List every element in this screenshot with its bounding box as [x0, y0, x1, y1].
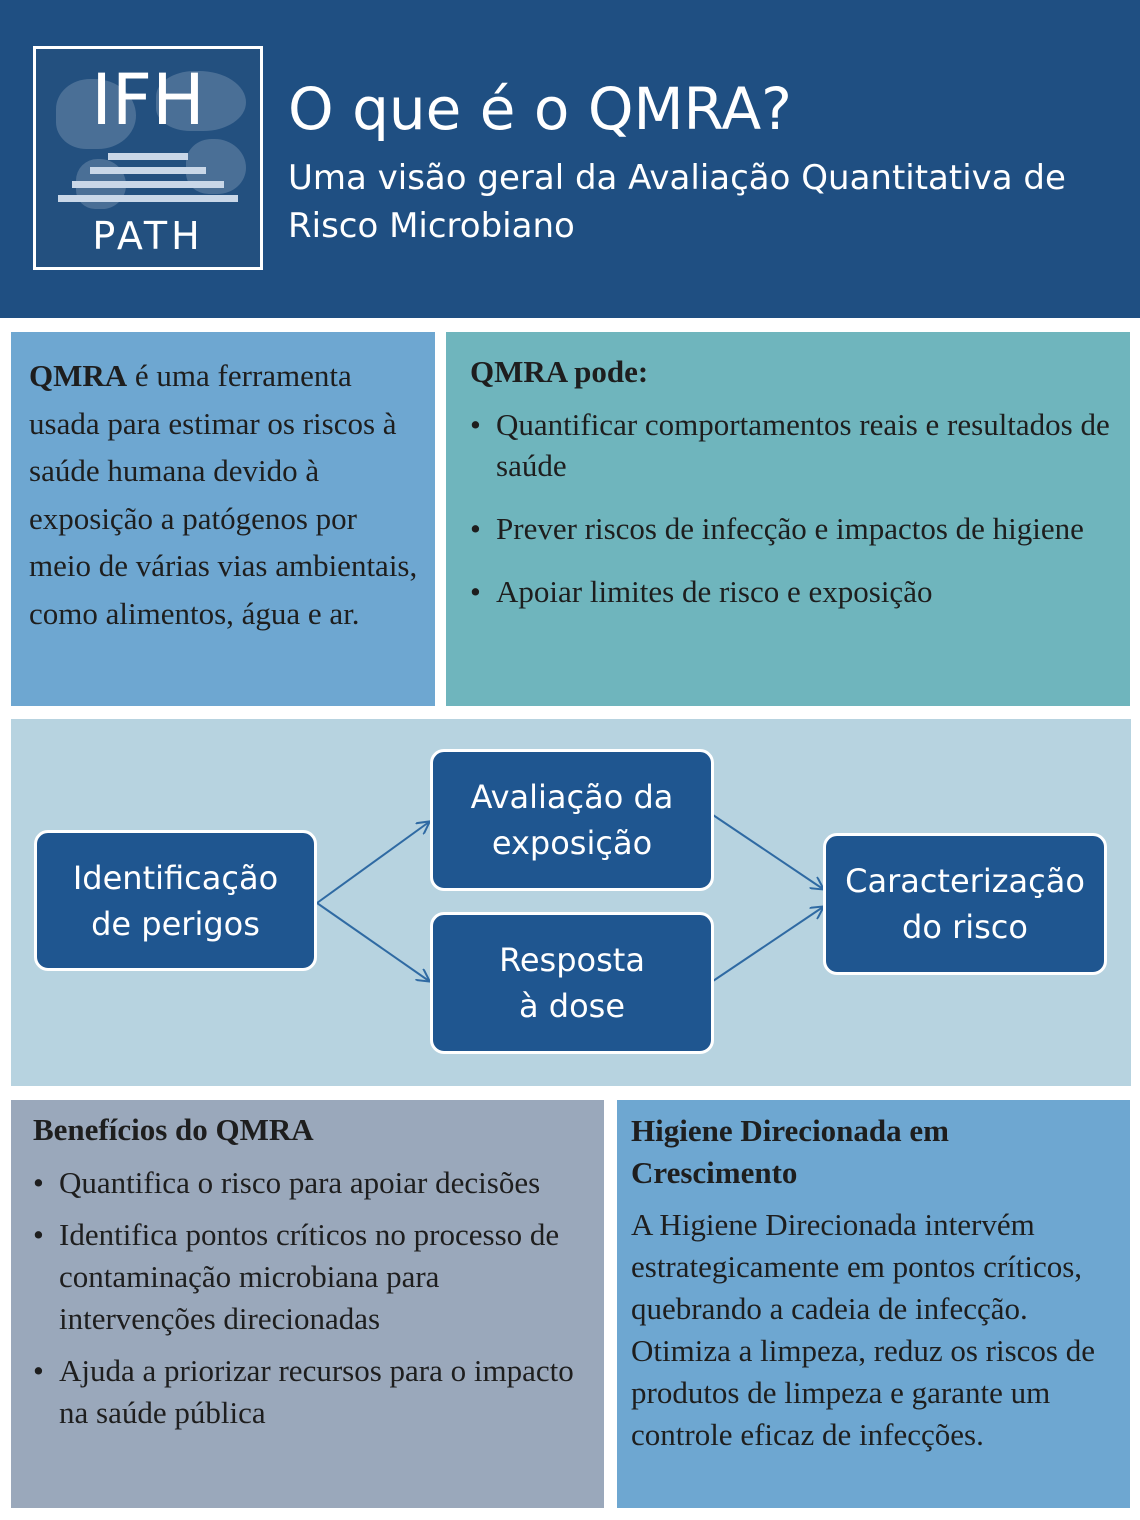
header-banner [0, 0, 1140, 318]
targeted-hygiene-heading: Higiene Direcionada em Crescimento [631, 1113, 949, 1190]
targeted-hygiene-panel [617, 1100, 1130, 1508]
benefits-panel [11, 1100, 604, 1508]
arrow-to-dose-response [317, 903, 429, 981]
page-subtitle: Uma visão geral da Avaliação Quantitativa de Risco Microbiano [288, 158, 1066, 246]
benefits-list [59, 1162, 594, 1434]
definition-body: é uma ferramenta usada para estimar os riscos à saúde humana devido à exposição a patógenos por meio de várias vias ambientais, como alimentos, água e ar. [29, 358, 418, 631]
capabilities-panel [446, 332, 1130, 706]
step-hazard-identification: Identificação de perigos [34, 830, 317, 971]
list-item: • Identifica pontos críticos no processo de contaminação microbiana para intervenções direcionadas [59, 1214, 594, 1340]
ifh-path-logo [33, 46, 263, 270]
capabilities-list [496, 404, 1112, 612]
arrow-dose-to-risk [713, 907, 823, 981]
list-item: • Quantificar comportamentos reais e resultados de saúde [496, 404, 1112, 486]
logo-stripe [108, 153, 188, 160]
arrow-to-exposure [317, 822, 429, 903]
list-item: • Quantifica o risco para apoiar decisões [59, 1162, 594, 1204]
arrow-exposure-to-risk [713, 815, 823, 889]
list-item: • Prever riscos de infecção e impactos de higiene [496, 508, 1112, 549]
list-item: • Ajuda a priorizar recursos para o impacto na saúde pública [59, 1350, 594, 1434]
definition-term: QMRA [29, 358, 128, 393]
step-exposure-assessment: Avaliação da exposição [430, 749, 714, 891]
qmra-process-diagram [11, 719, 1131, 1086]
step-dose-response: Resposta à dose [430, 912, 714, 1054]
benefits-heading: Benefícios do QMRA [33, 1112, 314, 1147]
page-title: O que é o QMRA? [288, 75, 792, 143]
targeted-hygiene-text: A Higiene Direcionada intervém estrategicamente em pontos críticos, quebrando a cadeia de infecção. Otimiza a limpeza, reduz os riscos de produtos de limpeza e garante um controle eficaz de infecções. [631, 1207, 1095, 1452]
capabilities-heading: QMRA pode: [470, 354, 649, 389]
logo-ifh-text: IFH [91, 59, 205, 141]
list-item: • Apoiar limites de risco e exposição [496, 571, 1112, 612]
definition-panel [11, 332, 435, 706]
definition-text [29, 352, 425, 637]
logo-path-text: PATH [92, 214, 204, 258]
step-risk-characterization: Caracterização do risco [823, 833, 1107, 975]
